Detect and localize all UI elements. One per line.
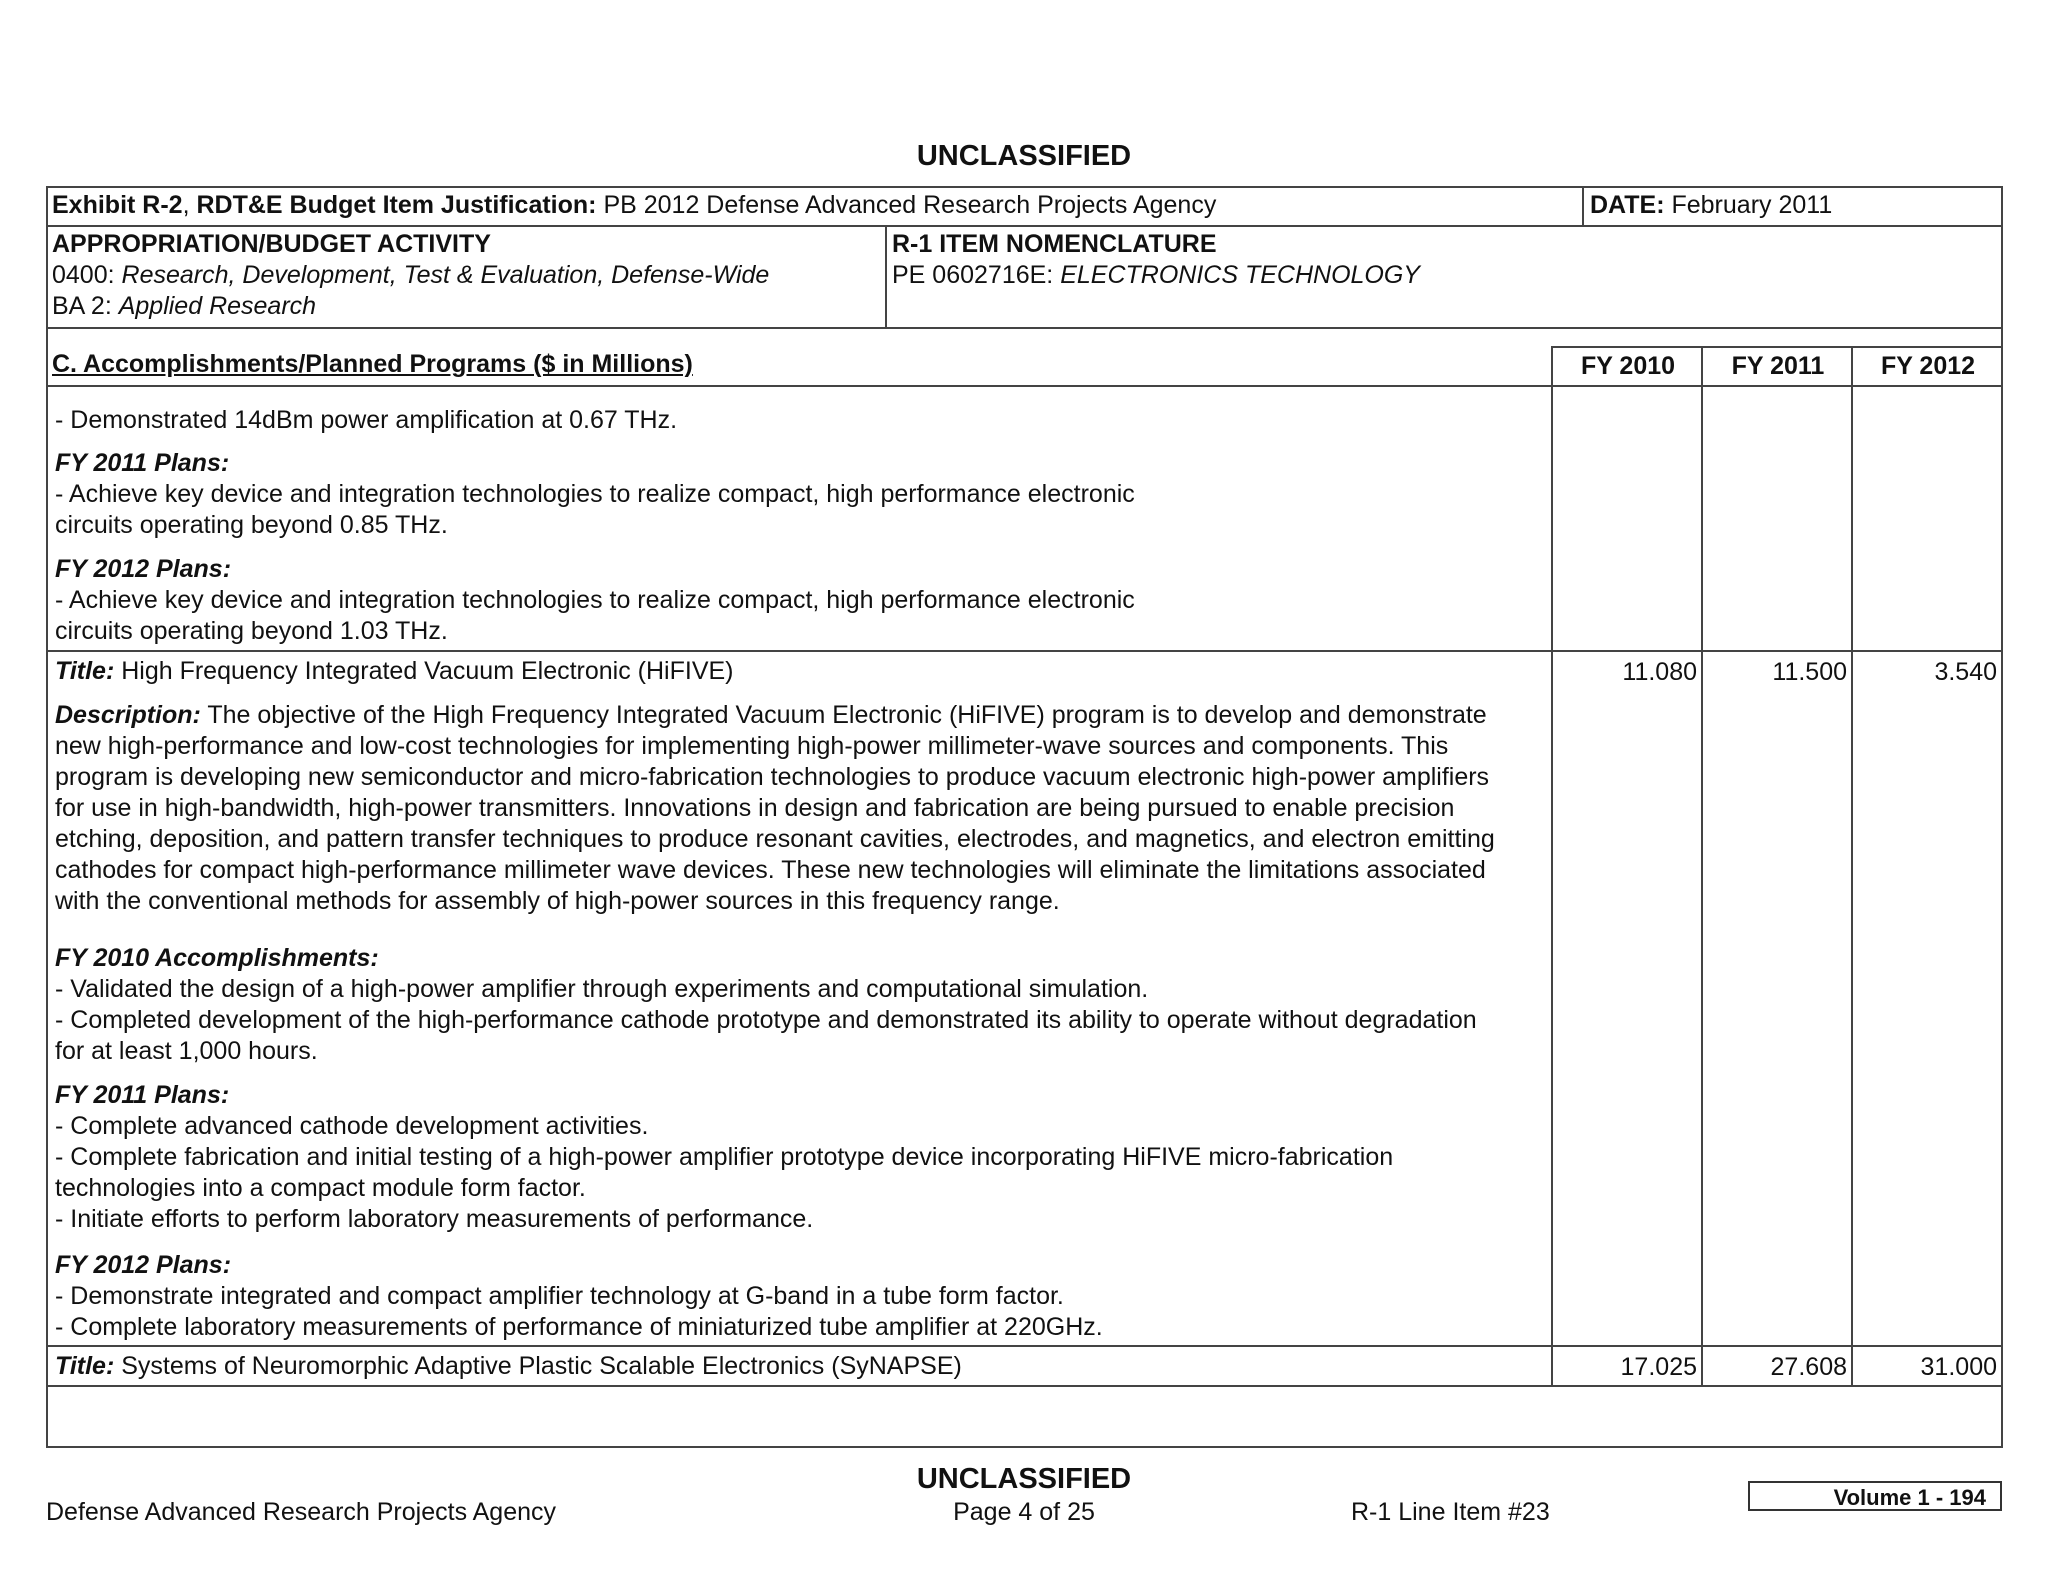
row2-acc2010-line1: - Validated the design of a high-power amplifier through experiments and computational simulation. — [55, 975, 1149, 1003]
exhibit-date: DATE: February 2011 — [1590, 191, 1833, 219]
row2-value-fy2010: 11.080 — [1622, 658, 1697, 686]
footer-line-item: R-1 Line Item #23 — [1351, 1498, 1550, 1526]
row2-plans2012-line2: - Complete laboratory measurements of performance of miniaturized tube amplifier at 220GHz. — [55, 1313, 1103, 1341]
row1-plans2012-label: FY 2012 Plans: — [55, 555, 232, 583]
row2-plans2012-label: FY 2012 Plans: — [55, 1251, 232, 1279]
row2-plans2011-line1: - Complete advanced cathode development activities. — [55, 1112, 649, 1140]
row3-value-fy2010: 17.025 — [1620, 1353, 1697, 1381]
row2-value-fy2012: 3.540 — [1934, 658, 1997, 686]
row3-title: Title: Systems of Neuromorphic Adaptive Plastic Scalable Electronics (SyNAPSE) — [55, 1352, 962, 1380]
row2-acc2010-line2: - Completed development of the high-performance cathode prototype and demonstrated its ability to operate without degradation — [55, 1006, 1477, 1034]
fy-header-2012: FY 2012 — [1880, 352, 1976, 380]
footer-page: Page 4 of 25 — [953, 1498, 1095, 1526]
row1-plans2012-line2: circuits operating beyond 1.03 THz. — [55, 617, 448, 645]
fy-header-2011: FY 2011 — [1731, 352, 1825, 380]
row2-plans2012-line1: - Demonstrate integrated and compact amplifier technology at G-band in a tube form factor. — [55, 1282, 1064, 1310]
exhibit-title: Exhibit R-2, RDT&E Budget Item Justification: PB 2012 Defense Advanced Research Projects Agency — [52, 191, 1217, 219]
row2-acc2010-label: FY 2010 Accomplishments: — [55, 944, 379, 972]
row2-plans2011-line3: technologies into a compact module form factor. — [55, 1174, 586, 1202]
row1-plans2012-line1: - Achieve key device and integration technologies to realize compact, high performance electronic — [55, 586, 1135, 614]
classification-footer: UNCLASSIFIED — [916, 1463, 1132, 1495]
row2-desc-line7: with the conventional methods for assembly of high-power sources in this frequency range. — [55, 887, 1060, 915]
row2-acc2010-line3: for at least 1,000 hours. — [55, 1037, 318, 1065]
row2-plans2011-label: FY 2011 Plans: — [55, 1081, 230, 1109]
row1-plans2011-line2: circuits operating beyond 0.85 THz. — [55, 511, 448, 539]
row2-desc-line5: etching, deposition, and pattern transfer techniques to produce resonant cavities, electrodes, and magnetics, and electron emitting — [55, 825, 1495, 853]
row2-title: Title: High Frequency Integrated Vacuum Electronic (HiFIVE) — [55, 657, 734, 685]
classification-header: UNCLASSIFIED — [916, 140, 1132, 172]
row3-value-fy2012: 31.000 — [1920, 1353, 1997, 1381]
row2-desc-line6: cathodes for compact high-performance millimeter wave devices. These new technologies will eliminate the limitations associated — [55, 856, 1486, 884]
row1-plans2011-label: FY 2011 Plans: — [55, 449, 230, 477]
appropriation-label: APPROPRIATION/BUDGET ACTIVITY — [52, 230, 491, 258]
row3-value-fy2011: 27.608 — [1770, 1353, 1847, 1381]
row1-plans2011-line1: - Achieve key device and integration technologies to realize compact, high performance electronic — [55, 480, 1135, 508]
row2-desc-line4: for use in high-bandwidth, high-power transmitters. Innovations in design and fabrication are being pursued to enable precision — [55, 794, 1455, 822]
row2-plans2011-line2: - Complete fabrication and initial testing of a high-power amplifier prototype device incorporating HiFIVE micro-fabrication — [55, 1143, 1394, 1171]
appropriation-line1: 0400: Research, Development, Test & Evaluation, Defense-Wide — [52, 261, 770, 289]
row2-value-fy2011: 11.500 — [1772, 658, 1847, 686]
row2-desc-line1: Description: The objective of the High Frequency Integrated Vacuum Electronic (HiFIVE) program is to develop and demonstrate — [55, 701, 1487, 729]
footer-volume: Volume 1 - 194 — [1748, 1481, 2002, 1511]
nomenclature-value: PE 0602716E: ELECTRONICS TECHNOLOGY — [892, 261, 1420, 289]
footer-agency: Defense Advanced Research Projects Agency — [46, 1498, 557, 1526]
appropriation-line2: BA 2: Applied Research — [52, 292, 317, 320]
row2-plans2011-line4: - Initiate efforts to perform laboratory measurements of performance. — [55, 1205, 814, 1233]
row2-desc-line3: program is developing new semiconductor and micro-fabrication technologies to produce vacuum electronic high-power amplifiers — [55, 763, 1490, 791]
row2-desc-line2: new high-performance and low-cost technologies for implementing high-power millimeter-wave sources and components. This — [55, 732, 1449, 760]
row1-line1: - Demonstrated 14dBm power amplification at 0.67 THz. — [55, 406, 678, 434]
fy-header-2010: FY 2010 — [1580, 352, 1676, 380]
nomenclature-label: R-1 ITEM NOMENCLATURE — [892, 230, 1217, 258]
section-title: C. Accomplishments/Planned Programs ($ in Millions) — [52, 350, 693, 378]
